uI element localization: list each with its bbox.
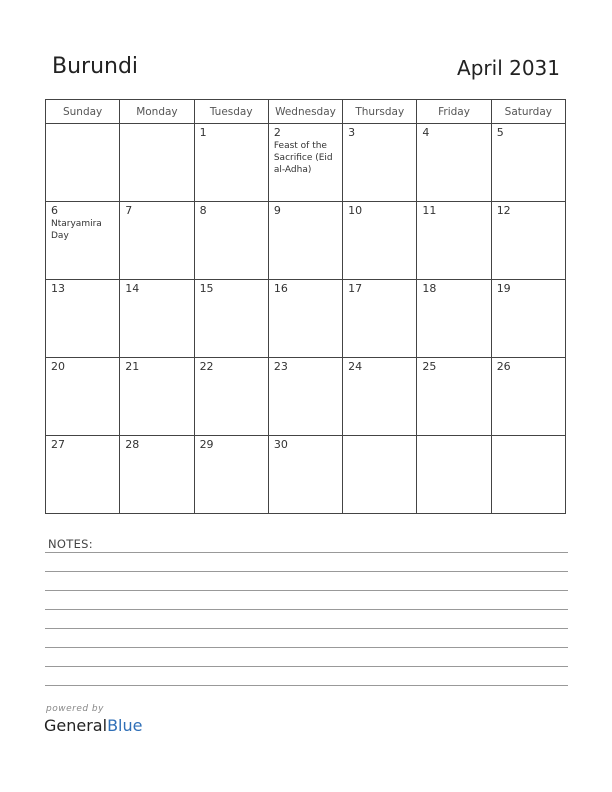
day-number: 30 [273, 438, 288, 451]
weekday-header-row [46, 100, 566, 124]
day-number: 16 [273, 282, 288, 295]
day-number: 23 [273, 360, 288, 373]
holiday-label: Ntaryamira Day [51, 219, 102, 241]
day-cell [268, 358, 342, 436]
day-number: 15 [199, 282, 214, 295]
notes-line [45, 647, 568, 648]
day-cell [417, 124, 491, 202]
day-number: 12 [496, 204, 511, 217]
day-number: 27 [51, 438, 65, 451]
week-row [46, 124, 566, 202]
notes-line [45, 590, 568, 591]
day-cell [120, 358, 194, 436]
day-number: 21 [125, 360, 140, 373]
day-number: 19 [496, 282, 511, 295]
month-year-title: April 2031 [457, 56, 560, 80]
weekday-header: Saturday [491, 100, 565, 124]
calendar-grid [45, 99, 566, 514]
week-row [46, 280, 566, 358]
week-row [46, 358, 566, 436]
day-cell-empty [120, 124, 194, 202]
day-number: 29 [199, 438, 214, 451]
day-number: 11 [422, 204, 437, 217]
weekday-header: Tuesday [194, 100, 268, 124]
day-number: 5 [496, 126, 504, 139]
day-number: 25 [422, 360, 437, 373]
weekday-header: Sunday [46, 100, 120, 124]
day-number: 22 [199, 360, 214, 373]
day-number: 2 [273, 126, 281, 139]
week-row [46, 436, 566, 514]
day-number: 10 [348, 204, 363, 217]
day-number: 24 [348, 360, 363, 373]
day-cell [268, 124, 342, 202]
brand-logo-part2: Blue [107, 716, 143, 735]
holiday-label: Feast of the Sacrifice (Eid al-Adha) [273, 141, 333, 175]
notes-line [45, 685, 568, 686]
day-number: 17 [348, 282, 363, 295]
weekday-header: Monday [120, 100, 194, 124]
day-number: 4 [422, 126, 430, 139]
day-cell [268, 280, 342, 358]
day-cell [268, 202, 342, 280]
day-number: 13 [51, 282, 65, 295]
day-cell [194, 280, 268, 358]
week-row [46, 202, 566, 280]
day-number: 8 [199, 204, 207, 217]
day-cell [491, 280, 565, 358]
day-cell [268, 436, 342, 514]
notes-label: NOTES: [48, 537, 93, 551]
day-cell [120, 436, 194, 514]
notes-line [45, 571, 568, 572]
day-number: 9 [273, 204, 281, 217]
day-cell [491, 358, 565, 436]
day-cell [46, 280, 120, 358]
day-cell-empty [417, 436, 491, 514]
powered-by-text: powered by [46, 704, 104, 714]
notes-line [45, 628, 568, 629]
day-cell-empty [343, 436, 417, 514]
brand-logo [44, 716, 142, 735]
day-cell [46, 436, 120, 514]
day-number: 20 [51, 360, 65, 373]
weekday-header: Thursday [343, 100, 417, 124]
day-cell [417, 358, 491, 436]
day-cell [491, 124, 565, 202]
day-cell [417, 202, 491, 280]
day-cell [194, 358, 268, 436]
day-number: 6 [51, 204, 58, 217]
day-cell [343, 358, 417, 436]
day-cell [46, 358, 120, 436]
notes-line [45, 552, 568, 553]
weekday-header: Friday [417, 100, 491, 124]
day-cell [194, 202, 268, 280]
notes-line [45, 666, 568, 667]
day-cell [417, 280, 491, 358]
day-cell-empty [491, 436, 565, 514]
day-number: 28 [125, 438, 140, 451]
day-cell [120, 280, 194, 358]
day-cell [343, 124, 417, 202]
day-number: 7 [125, 204, 133, 217]
day-number: 18 [422, 282, 437, 295]
country-title: Burundi [52, 54, 139, 79]
day-cell [46, 202, 120, 280]
day-cell [120, 202, 194, 280]
day-cell [343, 202, 417, 280]
day-cell-empty [46, 124, 120, 202]
day-number: 1 [199, 126, 207, 139]
day-cell [491, 202, 565, 280]
day-number: 3 [348, 126, 356, 139]
day-cell [194, 124, 268, 202]
notes-line [45, 609, 568, 610]
weekday-header: Wednesday [268, 100, 342, 124]
brand-logo-part1: General [44, 716, 108, 735]
day-cell [194, 436, 268, 514]
day-cell [343, 280, 417, 358]
day-number: 26 [496, 360, 511, 373]
day-number: 14 [125, 282, 140, 295]
